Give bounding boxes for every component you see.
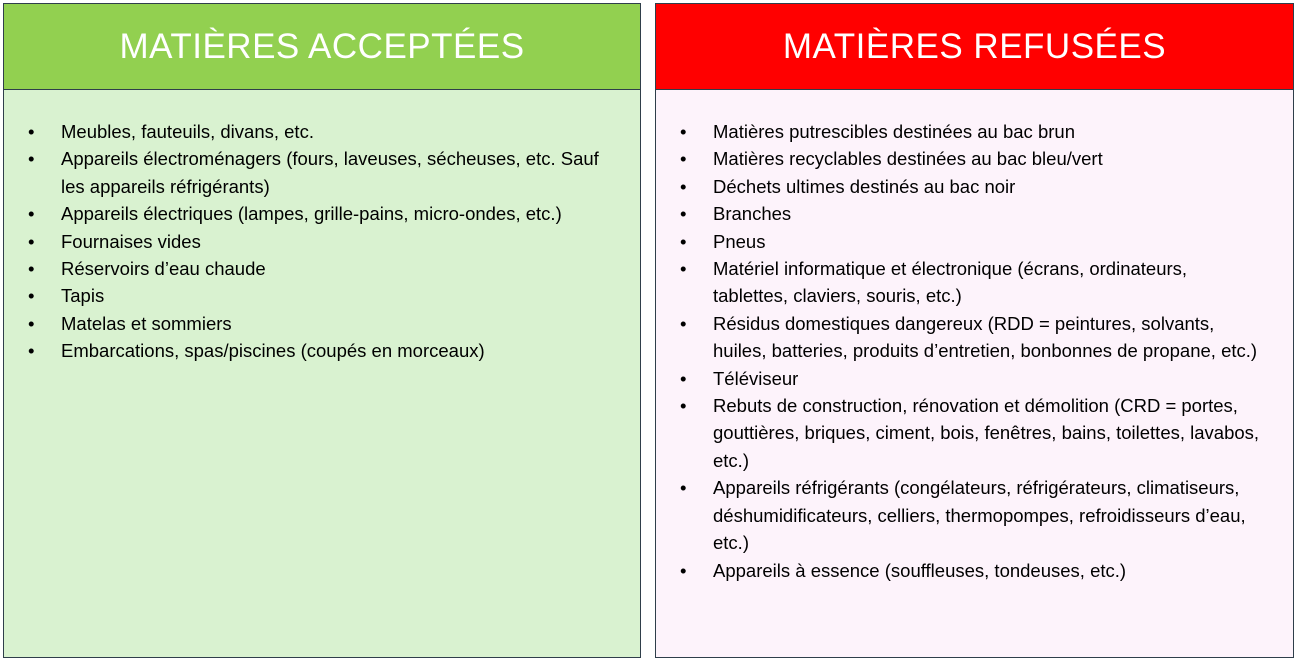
bullet-icon: • [28, 340, 35, 362]
list-item [28, 255, 610, 282]
bullet-icon: • [28, 285, 35, 307]
bullet-icon: • [680, 175, 687, 197]
list-item-text: Matelas et sommiers [61, 312, 232, 334]
list-item-text: Appareils électroménagers (fours, laveuses, sécheuses, etc. Sauf les appareils réfrigérants) [61, 148, 599, 197]
bullet-icon: • [680, 477, 687, 499]
list-item [28, 228, 610, 255]
list-item [28, 282, 610, 309]
bullet-icon: • [680, 367, 687, 389]
accepted-materials-list [4, 90, 640, 365]
refused-materials-title: MATIÈRES REFUSÉES [656, 4, 1293, 90]
list-item [680, 145, 1263, 172]
list-item [680, 228, 1263, 255]
accepted-materials-panel [3, 3, 641, 658]
list-item-text: Matières recyclables destinées au bac bleu/vert [713, 148, 1103, 170]
list-item-text: Embarcations, spas/piscines (coupés en morceaux) [61, 340, 485, 362]
list-item-text: Appareils électriques (lampes, grille-pains, micro-ondes, etc.) [61, 203, 562, 225]
bullet-icon: • [680, 203, 687, 225]
list-item-text: Réservoirs d’eau chaude [61, 258, 266, 280]
list-item-text: Appareils à essence (souffleuses, tondeuses, etc.) [713, 559, 1127, 581]
bullet-icon: • [28, 121, 35, 142]
list-item [680, 474, 1263, 556]
bullet-icon: • [28, 258, 35, 280]
bullet-icon: • [680, 559, 687, 581]
bullet-icon: • [680, 258, 687, 280]
list-item-text: Tapis [61, 285, 105, 307]
list-item [680, 200, 1263, 227]
refused-materials-panel [655, 3, 1294, 658]
list-item-text: Fournaises vides [61, 230, 201, 252]
bullet-icon: • [28, 312, 35, 334]
list-item-text: Branches [713, 203, 792, 225]
bullet-icon: • [28, 203, 35, 225]
list-item [28, 200, 610, 227]
list-item-text: Appareils réfrigérants (congélateurs, réfrigérateurs, climatiseurs, déshumidificateurs, celliers, thermopompes, refroidisseurs d’eau, etc.) [713, 477, 1246, 554]
list-item [680, 365, 1263, 392]
list-item [680, 255, 1263, 310]
bullet-icon: • [28, 230, 35, 252]
list-item-text: Matériel informatique et électronique (écrans, ordinateurs, tablettes, claviers, souris, etc.) [713, 258, 1188, 307]
list-item [28, 145, 610, 200]
list-item [680, 392, 1263, 474]
list-item-text: Résidus domestiques dangereux (RDD = peintures, solvants, huiles, batteries, produits d’entretien, bonbonnes de propane, etc.) [713, 312, 1258, 362]
list-item-text: Pneus [713, 230, 766, 252]
bullet-icon: • [28, 148, 35, 170]
list-item-text: Rebuts de construction, rénovation et démolition (CRD = portes, gouttières, briques, ciment, bois, fenêtres, bains, toilettes, lavabos, etc.) [713, 395, 1260, 471]
list-item [680, 118, 1263, 145]
list-item [680, 310, 1263, 365]
bullet-icon: • [680, 121, 687, 142]
list-item [28, 337, 610, 364]
list-item-text: Téléviseur [713, 367, 799, 389]
bullet-icon: • [680, 148, 687, 170]
accepted-materials-title: MATIÈRES ACCEPTÉES [4, 4, 640, 90]
list-item [28, 310, 610, 337]
list-item-text: Déchets ultimes destinés au bac noir [713, 175, 1016, 197]
list-item [680, 557, 1263, 584]
list-item [680, 173, 1263, 200]
bullet-icon: • [680, 230, 687, 252]
refused-materials-list [656, 90, 1293, 584]
list-item [28, 118, 610, 145]
bullet-icon: • [680, 312, 687, 334]
list-item-text: Meubles, fauteuils, divans, etc. [61, 121, 314, 142]
bullet-icon: • [680, 395, 687, 417]
list-item-text: Matières putrescibles destinées au bac brun [713, 121, 1075, 142]
